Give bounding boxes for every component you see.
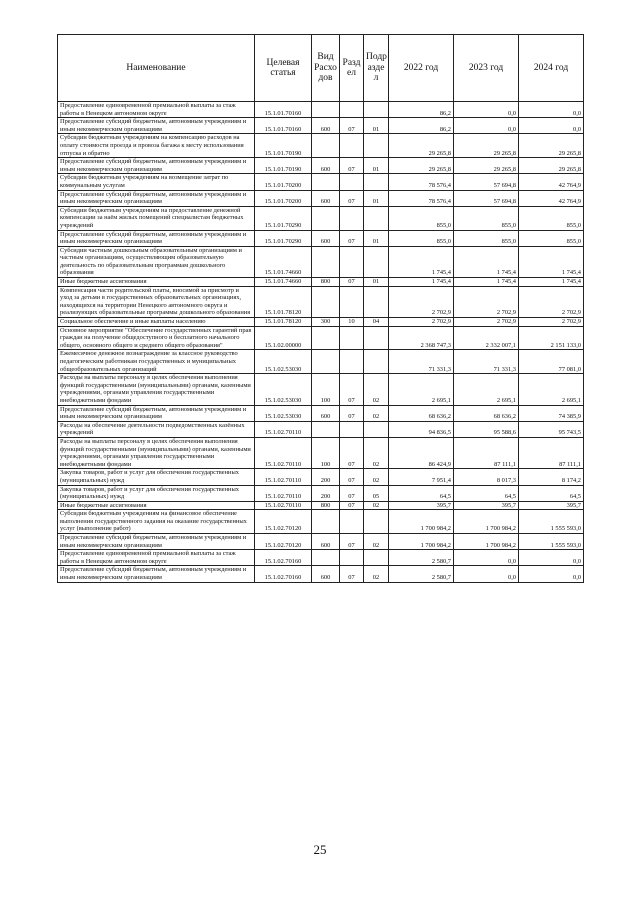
row-amount-2022: 395,7 bbox=[389, 501, 454, 510]
header-year-2023: 2023 год bbox=[454, 35, 519, 102]
table-row bbox=[58, 350, 584, 374]
row-amount-2022: 78 576,4 bbox=[389, 190, 454, 206]
row-amount-2023: 2 702,9 bbox=[454, 286, 519, 317]
row-name: Предоставление единовременной премиальной выплаты за стаж работы в Ненецком автономном округе bbox=[58, 550, 255, 566]
header-expense-type: Вид Расхо дов bbox=[312, 35, 340, 102]
row-target-code: 15.1.01.74660 bbox=[255, 278, 312, 287]
row-amount-2022: 78 576,4 bbox=[389, 174, 454, 190]
row-expense-type bbox=[312, 246, 340, 277]
row-subsection: 01 bbox=[364, 158, 389, 174]
row-subsection: 01 bbox=[364, 278, 389, 287]
row-amount-2022: 2 695,1 bbox=[389, 374, 454, 405]
row-section bbox=[340, 102, 364, 118]
row-amount-2022: 855,0 bbox=[389, 230, 454, 246]
row-expense-type: 600 bbox=[312, 158, 340, 174]
row-target-code: 15.1.02.53030 bbox=[255, 405, 312, 421]
row-amount-2022: 1 745,4 bbox=[389, 278, 454, 287]
row-name: Расходы на выплаты персоналу в целях обеспечения выполнения функций государственными (муниципальными) органами, казенными учреждениями, органами управления государственными внебюджетными фондами bbox=[58, 437, 255, 468]
row-target-code: 15.1.01.70200 bbox=[255, 174, 312, 190]
row-target-code: 15.1.02.70110 bbox=[255, 469, 312, 485]
table-row bbox=[58, 566, 584, 582]
row-target-code: 15.1.02.70110 bbox=[255, 485, 312, 501]
row-name: Социальное обеспечение и иные выплаты населению bbox=[58, 318, 255, 327]
row-expense-type: 600 bbox=[312, 566, 340, 582]
row-amount-2022: 7 951,4 bbox=[389, 469, 454, 485]
row-name: Субсидии бюджетным учреждениям на компенсацию расходов на оплату стоимости проезда и провоза багажа к месту использования отпуска и обратно bbox=[58, 134, 255, 158]
header-section: Разд ел bbox=[340, 35, 364, 102]
row-amount-2022: 2 580,7 bbox=[389, 550, 454, 566]
table-row bbox=[58, 318, 584, 327]
table-row bbox=[58, 174, 584, 190]
row-expense-type bbox=[312, 286, 340, 317]
table-row bbox=[58, 134, 584, 158]
row-subsection bbox=[364, 102, 389, 118]
row-target-code: 15.1.02.70160 bbox=[255, 566, 312, 582]
row-amount-2023: 2 702,9 bbox=[454, 318, 519, 327]
header-target-article: Целевая статья bbox=[255, 35, 312, 102]
row-expense-type bbox=[312, 174, 340, 190]
row-name: Субсидии бюджетным учреждениям на возмещение затрат по коммунальным услугам bbox=[58, 174, 255, 190]
row-section bbox=[340, 286, 364, 317]
row-target-code: 15.1.02.00000 bbox=[255, 326, 312, 350]
row-amount-2022: 2 702,9 bbox=[389, 286, 454, 317]
row-target-code: 15.1.02.70120 bbox=[255, 534, 312, 550]
row-subsection: 02 bbox=[364, 566, 389, 582]
row-amount-2024: 1 745,4 bbox=[519, 246, 584, 277]
row-subsection: 02 bbox=[364, 437, 389, 468]
row-target-code: 15.1.01.70200 bbox=[255, 190, 312, 206]
row-expense-type: 800 bbox=[312, 501, 340, 510]
row-amount-2023: 95 588,6 bbox=[454, 421, 519, 437]
row-target-code: 15.1.01.78120 bbox=[255, 286, 312, 317]
row-amount-2022: 68 636,2 bbox=[389, 405, 454, 421]
row-name: Предоставление субсидий бюджетным, автономным учреждениям и иным некоммерческим организациям bbox=[58, 118, 255, 134]
row-amount-2024: 29 265,8 bbox=[519, 158, 584, 174]
row-expense-type: 200 bbox=[312, 469, 340, 485]
row-name: Предоставление субсидий бюджетным, автономным учреждениям и иным некоммерческим организациям bbox=[58, 230, 255, 246]
row-section: 07 bbox=[340, 374, 364, 405]
row-name: Ежемесячное денежное вознаграждение за классное руководство педагогическим работникам государственных и муниципальных общеобразовательных организаций bbox=[58, 350, 255, 374]
row-amount-2023: 0,0 bbox=[454, 566, 519, 582]
row-section: 07 bbox=[340, 278, 364, 287]
row-amount-2024: 74 385,9 bbox=[519, 405, 584, 421]
row-name: Иные бюджетные ассигнования bbox=[58, 501, 255, 510]
row-amount-2022: 86,2 bbox=[389, 102, 454, 118]
row-subsection bbox=[364, 550, 389, 566]
header-name: Наименование bbox=[58, 35, 255, 102]
row-target-code: 15.1.01.70190 bbox=[255, 158, 312, 174]
row-amount-2022: 29 265,8 bbox=[389, 158, 454, 174]
row-target-code: 15.1.01.70290 bbox=[255, 230, 312, 246]
row-amount-2023: 68 636,2 bbox=[454, 405, 519, 421]
row-amount-2023: 395,7 bbox=[454, 501, 519, 510]
row-name: Расходы на выплаты персоналу в целях обеспечения выполнения функций государственными (муниципальными) органами, казенными учреждениями, органами управления государственными внебюджетными фондами bbox=[58, 374, 255, 405]
row-section bbox=[340, 326, 364, 350]
row-section: 07 bbox=[340, 190, 364, 206]
header-year-2022: 2022 год bbox=[389, 35, 454, 102]
row-subsection: 04 bbox=[364, 318, 389, 327]
row-amount-2024: 0,0 bbox=[519, 118, 584, 134]
row-subsection bbox=[364, 286, 389, 317]
row-name: Субсидии частным дошкольным образовательным организациям и частным организациям, осуществляющим образовательную деятельность по образовательным программам дошкольного образования bbox=[58, 246, 255, 277]
row-section: 07 bbox=[340, 485, 364, 501]
row-target-code: 15.1.01.78120 bbox=[255, 318, 312, 327]
row-expense-type bbox=[312, 550, 340, 566]
row-expense-type: 800 bbox=[312, 278, 340, 287]
row-section: 07 bbox=[340, 230, 364, 246]
row-section: 07 bbox=[340, 405, 364, 421]
table-row bbox=[58, 206, 584, 230]
row-section bbox=[340, 246, 364, 277]
row-amount-2024: 2 702,9 bbox=[519, 318, 584, 327]
row-section: 07 bbox=[340, 534, 364, 550]
row-amount-2024: 87 111,1 bbox=[519, 437, 584, 468]
row-amount-2024: 2 695,1 bbox=[519, 374, 584, 405]
row-name: Предоставление субсидий бюджетным, автономным учреждениям и иным некоммерческим организациям bbox=[58, 158, 255, 174]
row-subsection: 01 bbox=[364, 190, 389, 206]
row-name: Закупка товаров, работ и услуг для обеспечения государственных (муниципальных) нужд bbox=[58, 469, 255, 485]
row-amount-2024: 64,5 bbox=[519, 485, 584, 501]
row-amount-2024: 1 555 593,0 bbox=[519, 510, 584, 534]
row-amount-2024: 2 702,9 bbox=[519, 286, 584, 317]
row-expense-type bbox=[312, 134, 340, 158]
table-header-row bbox=[58, 35, 584, 102]
table-row bbox=[58, 550, 584, 566]
row-target-code: 15.1.02.70120 bbox=[255, 510, 312, 534]
row-subsection bbox=[364, 326, 389, 350]
row-amount-2023: 87 111,1 bbox=[454, 437, 519, 468]
row-subsection bbox=[364, 510, 389, 534]
row-section bbox=[340, 206, 364, 230]
row-amount-2023: 29 265,8 bbox=[454, 134, 519, 158]
row-amount-2023: 855,0 bbox=[454, 206, 519, 230]
table-row bbox=[58, 118, 584, 134]
row-section bbox=[340, 174, 364, 190]
row-expense-type bbox=[312, 206, 340, 230]
row-section: 07 bbox=[340, 469, 364, 485]
row-amount-2024: 2 151 133,0 bbox=[519, 326, 584, 350]
row-amount-2024: 42 764,9 bbox=[519, 190, 584, 206]
table-row bbox=[58, 374, 584, 405]
row-section: 07 bbox=[340, 566, 364, 582]
row-subsection bbox=[364, 174, 389, 190]
row-name: Субсидии бюджетным учреждениям на финансовое обеспечение выполнения государственного задания на оказание государственных услуг (выполнение работ) bbox=[58, 510, 255, 534]
row-amount-2023: 71 331,3 bbox=[454, 350, 519, 374]
row-amount-2022: 1 700 984,2 bbox=[389, 510, 454, 534]
row-name: Субсидии бюджетным учреждениям на предоставление денежной компенсации за наём жилых помещений специалистам бюджетных учреждений bbox=[58, 206, 255, 230]
row-subsection: 02 bbox=[364, 469, 389, 485]
row-section: 07 bbox=[340, 437, 364, 468]
row-target-code: 15.1.02.53030 bbox=[255, 350, 312, 374]
row-amount-2023: 0,0 bbox=[454, 550, 519, 566]
row-expense-type bbox=[312, 102, 340, 118]
row-subsection bbox=[364, 421, 389, 437]
row-amount-2023: 64,5 bbox=[454, 485, 519, 501]
row-section: 10 bbox=[340, 318, 364, 327]
row-amount-2023: 1 745,4 bbox=[454, 278, 519, 287]
row-name: Компенсация части родительской платы, вносимой за присмотр и уход за детьми в государственных образовательных организациях, находящихся на территории Ненецкого автономного округа и реализующих образовательные программы дошкольного образования bbox=[58, 286, 255, 317]
row-amount-2022: 1 700 984,2 bbox=[389, 534, 454, 550]
row-amount-2022: 94 836,5 bbox=[389, 421, 454, 437]
row-expense-type: 100 bbox=[312, 437, 340, 468]
row-amount-2022: 64,5 bbox=[389, 485, 454, 501]
page-number: 25 bbox=[313, 842, 327, 857]
table-row bbox=[58, 246, 584, 277]
table-row bbox=[58, 326, 584, 350]
row-subsection bbox=[364, 350, 389, 374]
row-subsection bbox=[364, 206, 389, 230]
row-expense-type: 600 bbox=[312, 534, 340, 550]
row-expense-type bbox=[312, 510, 340, 534]
row-amount-2023: 0,0 bbox=[454, 118, 519, 134]
row-expense-type bbox=[312, 421, 340, 437]
row-expense-type: 600 bbox=[312, 190, 340, 206]
row-amount-2022: 2 368 747,3 bbox=[389, 326, 454, 350]
row-name: Предоставление субсидий бюджетным, автономным учреждениям и иным некоммерческим организациям bbox=[58, 566, 255, 582]
row-target-code: 15.1.02.70110 bbox=[255, 501, 312, 510]
row-target-code: 15.1.01.74660 bbox=[255, 246, 312, 277]
row-amount-2022: 1 745,4 bbox=[389, 246, 454, 277]
row-amount-2023: 0,0 bbox=[454, 102, 519, 118]
row-subsection: 02 bbox=[364, 501, 389, 510]
row-target-code: 15.1.02.70160 bbox=[255, 550, 312, 566]
table-row bbox=[58, 190, 584, 206]
row-section bbox=[340, 134, 364, 158]
table-row bbox=[58, 102, 584, 118]
row-expense-type: 100 bbox=[312, 374, 340, 405]
row-name: Закупка товаров, работ и услуг для обеспечения государственных (муниципальных) нужд bbox=[58, 485, 255, 501]
row-expense-type: 600 bbox=[312, 405, 340, 421]
row-target-code: 15.1.02.70110 bbox=[255, 421, 312, 437]
row-name: Предоставление единовременной премиальной выплаты за стаж работы в Ненецком автономном округе bbox=[58, 102, 255, 118]
header-year-2024: 2024 год bbox=[519, 35, 584, 102]
row-amount-2023: 29 265,8 bbox=[454, 158, 519, 174]
row-amount-2024: 95 743,5 bbox=[519, 421, 584, 437]
row-target-code: 15.1.02.53030 bbox=[255, 374, 312, 405]
row-amount-2022: 71 331,3 bbox=[389, 350, 454, 374]
row-name: Расходы на обеспечение деятельности подведомственных казённых учреждений bbox=[58, 421, 255, 437]
row-amount-2024: 0,0 bbox=[519, 566, 584, 582]
row-name: Иные бюджетные ассигнования bbox=[58, 278, 255, 287]
row-section bbox=[340, 421, 364, 437]
row-amount-2024: 855,0 bbox=[519, 230, 584, 246]
header-subsection: Подр азде л bbox=[364, 35, 389, 102]
table-row bbox=[58, 230, 584, 246]
row-subsection: 01 bbox=[364, 230, 389, 246]
row-amount-2023: 57 694,8 bbox=[454, 190, 519, 206]
row-subsection: 02 bbox=[364, 534, 389, 550]
table-row bbox=[58, 501, 584, 510]
row-section: 07 bbox=[340, 158, 364, 174]
row-target-code: 15.1.01.70290 bbox=[255, 206, 312, 230]
row-amount-2022: 86,2 bbox=[389, 118, 454, 134]
row-amount-2023: 2 695,1 bbox=[454, 374, 519, 405]
table-row bbox=[58, 510, 584, 534]
row-amount-2024: 0,0 bbox=[519, 102, 584, 118]
row-target-code: 15.1.01.70160 bbox=[255, 118, 312, 134]
row-section bbox=[340, 550, 364, 566]
row-amount-2024: 395,7 bbox=[519, 501, 584, 510]
row-subsection: 02 bbox=[364, 405, 389, 421]
row-amount-2023: 1 745,4 bbox=[454, 246, 519, 277]
row-section: 07 bbox=[340, 501, 364, 510]
row-amount-2024: 0,0 bbox=[519, 550, 584, 566]
row-amount-2023: 855,0 bbox=[454, 230, 519, 246]
row-amount-2023: 8 017,3 bbox=[454, 469, 519, 485]
row-expense-type: 600 bbox=[312, 118, 340, 134]
row-amount-2022: 2 702,9 bbox=[389, 318, 454, 327]
row-amount-2024: 855,0 bbox=[519, 206, 584, 230]
row-section bbox=[340, 350, 364, 374]
row-subsection: 01 bbox=[364, 118, 389, 134]
budget-table bbox=[57, 34, 584, 583]
row-amount-2024: 42 764,9 bbox=[519, 174, 584, 190]
row-expense-type: 200 bbox=[312, 485, 340, 501]
row-section bbox=[340, 510, 364, 534]
table-row bbox=[58, 405, 584, 421]
table-row bbox=[58, 485, 584, 501]
table-body bbox=[58, 102, 584, 583]
row-amount-2024: 1 555 593,0 bbox=[519, 534, 584, 550]
row-expense-type: 600 bbox=[312, 230, 340, 246]
row-target-code: 15.1.01.70160 bbox=[255, 102, 312, 118]
table-row bbox=[58, 158, 584, 174]
row-amount-2024: 8 174,2 bbox=[519, 469, 584, 485]
row-amount-2023: 1 700 984,2 bbox=[454, 534, 519, 550]
row-amount-2022: 2 580,7 bbox=[389, 566, 454, 582]
row-expense-type bbox=[312, 326, 340, 350]
row-amount-2023: 2 332 007,1 bbox=[454, 326, 519, 350]
row-expense-type bbox=[312, 350, 340, 374]
row-name: Основное мероприятие "Обеспечение государственных гарантий прав граждан на получение общедоступного и бесплатного начального общего, основного общего и среднего общего образования" bbox=[58, 326, 255, 350]
row-subsection bbox=[364, 134, 389, 158]
row-name: Предоставление субсидий бюджетным, автономным учреждениям и иным некоммерческим организациям bbox=[58, 190, 255, 206]
row-subsection: 02 bbox=[364, 374, 389, 405]
row-section: 07 bbox=[340, 118, 364, 134]
row-amount-2022: 855,0 bbox=[389, 206, 454, 230]
table-row bbox=[58, 437, 584, 468]
table-row bbox=[58, 278, 584, 287]
row-amount-2024: 29 265,8 bbox=[519, 134, 584, 158]
table-row bbox=[58, 421, 584, 437]
row-amount-2023: 1 700 984,2 bbox=[454, 510, 519, 534]
table-row bbox=[58, 286, 584, 317]
row-name: Предоставление субсидий бюджетным, автономным учреждениям и иным некоммерческим организациям bbox=[58, 534, 255, 550]
row-subsection: 05 bbox=[364, 485, 389, 501]
row-amount-2024: 1 745,4 bbox=[519, 278, 584, 287]
row-target-code: 15.1.02.70110 bbox=[255, 437, 312, 468]
row-target-code: 15.1.01.70190 bbox=[255, 134, 312, 158]
table-row bbox=[58, 469, 584, 485]
row-expense-type: 300 bbox=[312, 318, 340, 327]
row-amount-2022: 29 265,8 bbox=[389, 134, 454, 158]
row-amount-2024: 77 081,0 bbox=[519, 350, 584, 374]
row-subsection bbox=[364, 246, 389, 277]
row-name: Предоставление субсидий бюджетным, автономным учреждениям и иным некоммерческим организациям bbox=[58, 405, 255, 421]
table-row bbox=[58, 534, 584, 550]
row-amount-2022: 86 424,9 bbox=[389, 437, 454, 468]
row-amount-2023: 57 694,8 bbox=[454, 174, 519, 190]
